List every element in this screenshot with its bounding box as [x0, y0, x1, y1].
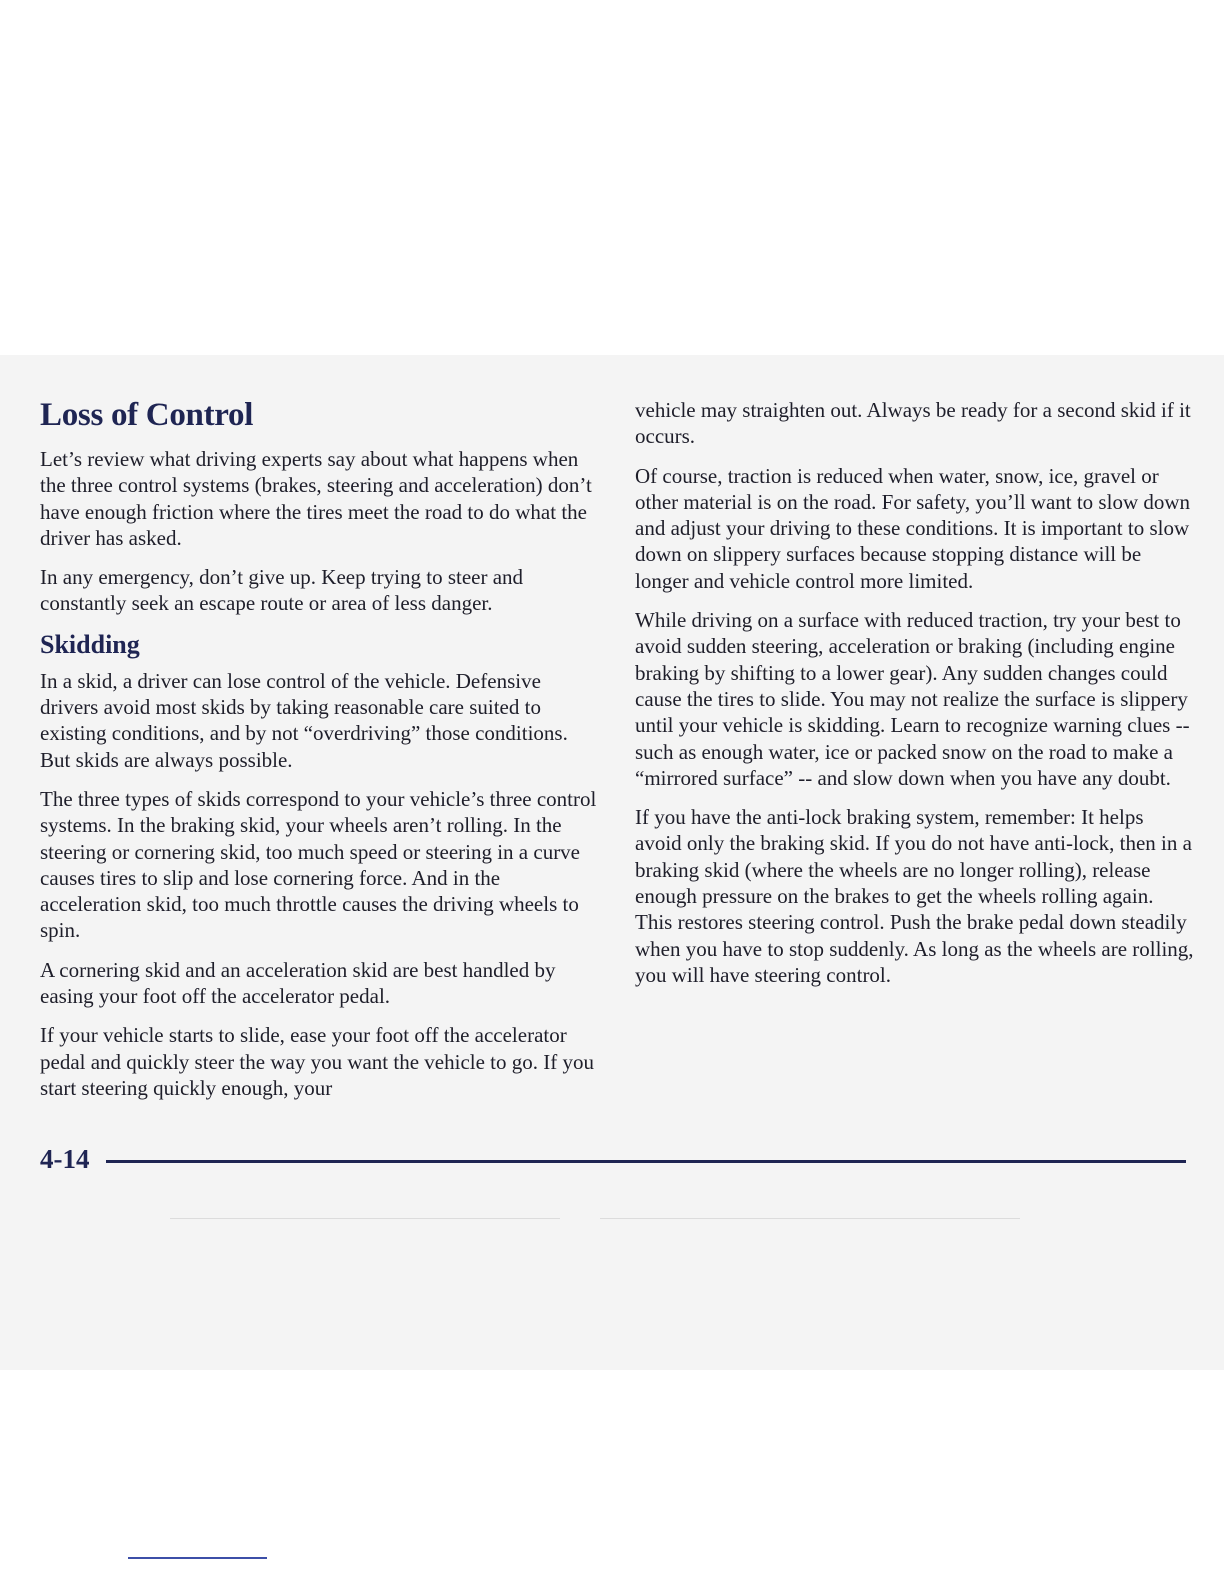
paragraph-right-4: If you have the anti-lock braking system, remember: It helps avoid only the braking skid. If you do not have anti-lock, then in a braking skid (where the wheels are no longer rolling), release enough pressure on the brakes to get the wheels rolling again. This restores steering control. Push the brake pedal down steadily when you have to stop suddenly. As long as the wheels are rolling, you will have steering control. — [635, 805, 1194, 987]
faint-divider-left — [170, 1218, 560, 1219]
footer-rule — [106, 1160, 1186, 1163]
paragraph-skidding-1: In a skid, a driver can lose control of the vehicle. Defensive drivers avoid most skids by taking reasonable care suited to existing conditions, and by not “overdriving” those conditions. But skids are always possible. — [40, 668, 568, 772]
page-footer — [40, 1144, 1186, 1178]
bottom-link-underline — [128, 1557, 267, 1559]
left-column — [40, 397, 600, 1114]
page-number: 4-14 — [40, 1144, 90, 1174]
paragraph-intro-2: In any emergency, don’t give up. Keep trying to steer and constantly seek an escape route or area of less danger. — [40, 565, 524, 616]
paragraph-skidding-4: If your vehicle starts to slide, ease your foot off the accelerator pedal and quickly steer the way you want the vehicle to go. If you start steering quickly enough, your — [40, 1023, 594, 1100]
subheading-skidding: Skidding — [40, 629, 140, 659]
faint-divider-right — [600, 1218, 1020, 1219]
paragraph-intro-1: Let’s review what driving experts say about what happens when the three control systems (brakes, steering and acceleration) don’t have enough friction where the tires meet the road to do what the driver has asked. — [40, 447, 592, 550]
paragraph-right-3: While driving on a surface with reduced traction, try your best to avoid sudden steering, acceleration or braking (including engine braking by shifting to a lower gear). Any sudden changes could cause the tires to slide. You may not realize the surface is slippery until your vehicle is skidding. Learn to recognize warning clues -- such as enough water, ice or packed snow on the road to make a “mirrored surface” -- and slow down when you have any doubt. — [635, 608, 1190, 790]
section-heading-loss-of-control: Loss of Control — [40, 397, 254, 433]
paragraph-right-1: vehicle may straighten out. Always be ready for a second skid if it occurs. — [635, 398, 1191, 449]
paragraph-skidding-2: The three types of skids correspond to your vehicle’s three control systems. In the braking skid, your wheels aren’t rolling. In the steering or cornering skid, too much speed or steering in a curve causes tires to slip and lose cornering force. And in the acceleration skid, too much throttle causes the driving wheels to spin. — [40, 786, 597, 943]
paragraph-skidding-3: A cornering skid and an acceleration skid are best handled by easing your foot off the accelerator pedal. — [40, 957, 556, 1009]
paragraph-right-2: Of course, traction is reduced when water, snow, ice, gravel or other material is on the road. For safety, you’ll want to slow down and adjust your driving to these conditions. It is important to slow down on slippery surfaces because stopping distance will be longer and vehicle control more limited. — [635, 463, 1191, 593]
right-column — [635, 397, 1195, 1001]
